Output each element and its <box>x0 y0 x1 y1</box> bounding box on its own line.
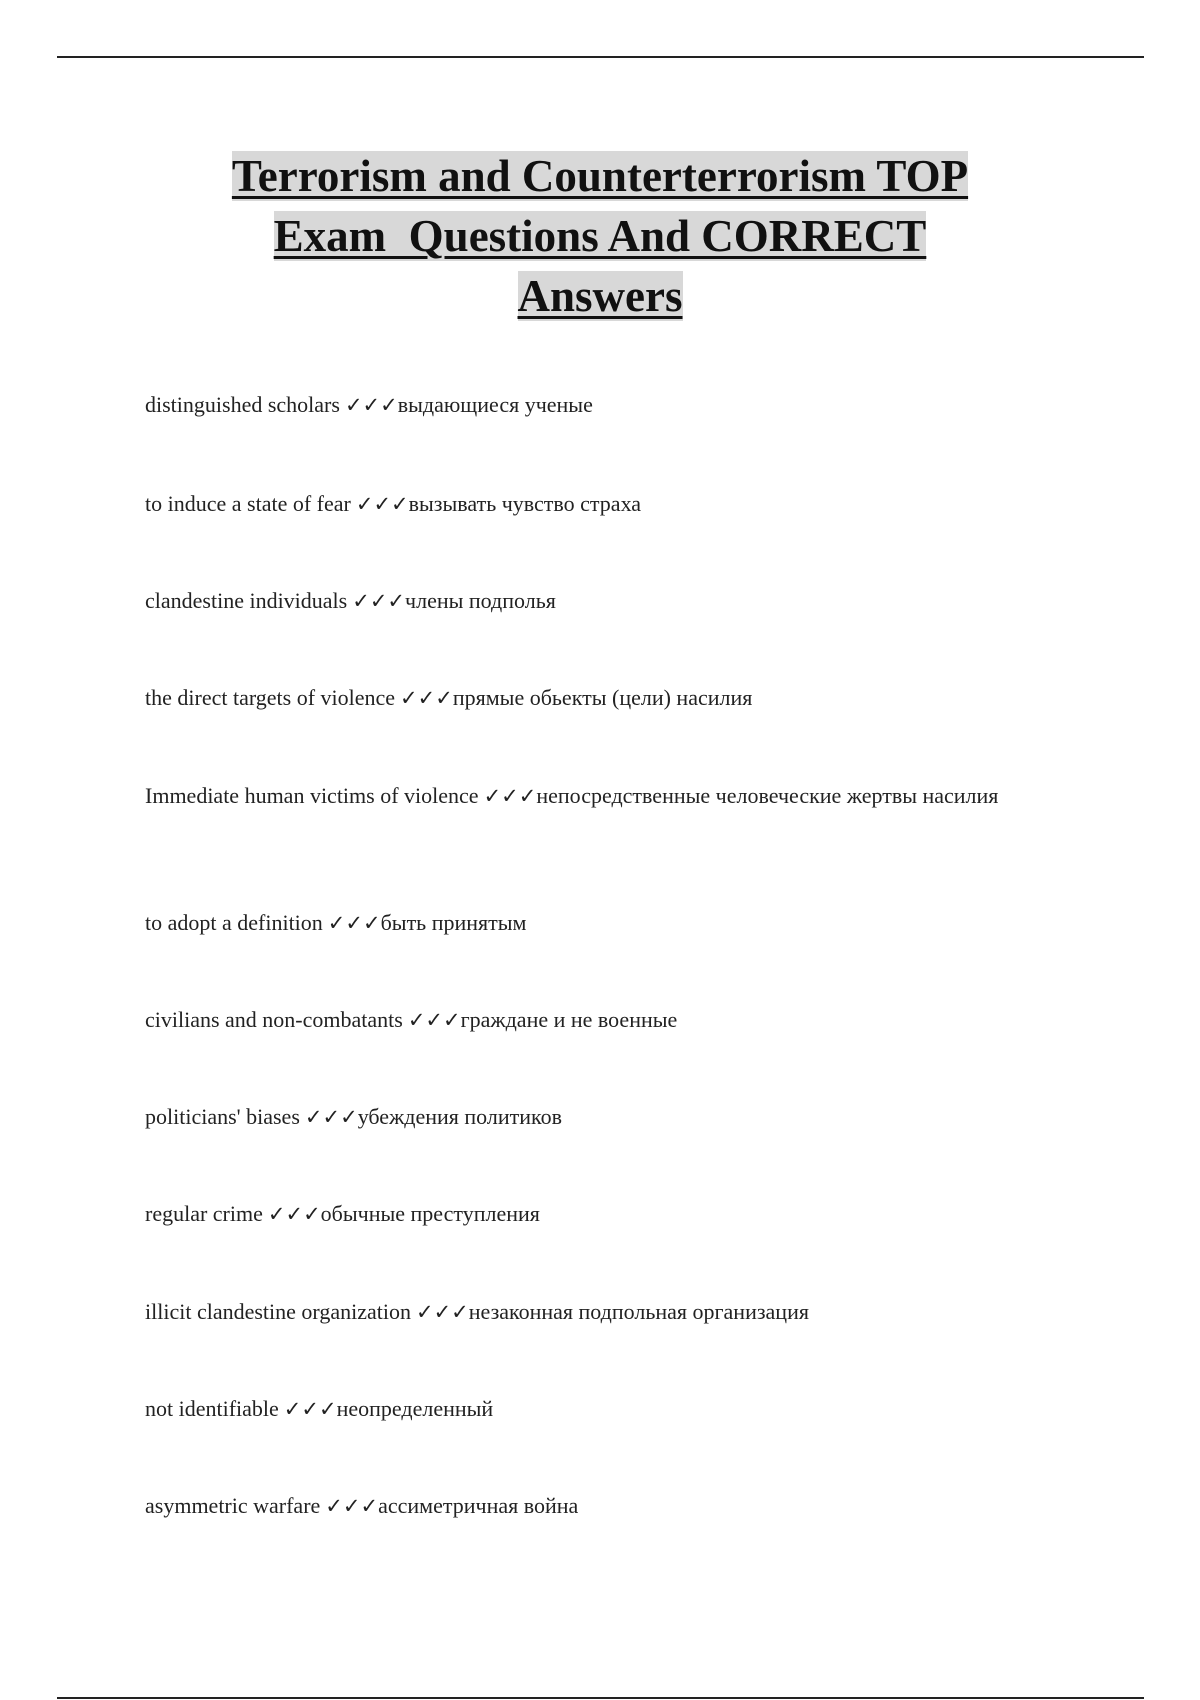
qa-term: politicians' biases <box>145 1104 300 1129</box>
check-icon: ✓✓✓ <box>355 492 409 516</box>
qa-item <box>145 489 1025 519</box>
qa-term: asymmetric warfare <box>145 1493 321 1518</box>
qa-item <box>145 1102 1025 1132</box>
qa-answer: неопределенный <box>336 1396 494 1421</box>
qa-answer: незаконная подпольная организация <box>468 1299 809 1324</box>
qa-item <box>145 1491 1025 1521</box>
qa-answer: прямые обьекты (цели) насилия <box>452 685 753 710</box>
qa-item <box>145 908 1025 938</box>
page-title <box>120 146 1080 326</box>
qa-term: to adopt a definition <box>145 910 323 935</box>
title-line-3: Answers <box>517 271 683 321</box>
bottom-rule <box>57 1697 1144 1699</box>
qa-answer: непосредственные человеческие жертвы насилия <box>536 783 999 808</box>
qa-answer: ассиметричная война <box>378 1493 579 1518</box>
qa-term: regular crime <box>145 1201 263 1226</box>
check-icon: ✓✓✓ <box>304 1105 358 1129</box>
check-icon: ✓✓✓ <box>352 589 406 613</box>
check-icon: ✓✓✓ <box>325 1494 379 1518</box>
check-icon: ✓✓✓ <box>400 686 453 710</box>
qa-term: civilians and non-combatants <box>145 1007 403 1032</box>
qa-item <box>145 1297 1025 1327</box>
qa-item <box>145 1199 1025 1229</box>
qa-answer: вызывать чувство страха <box>408 491 642 516</box>
qa-answer: выдающиеся ученые <box>397 392 593 417</box>
title-line-1: Terrorism and Counterterrorism TOP <box>231 151 969 201</box>
qa-answer: граждане и не военные <box>460 1007 678 1032</box>
qa-item <box>145 390 1025 420</box>
qa-term: distinguished scholars <box>145 392 340 417</box>
check-icon: ✓✓✓ <box>344 393 398 417</box>
qa-answer: обычные преступления <box>320 1201 540 1226</box>
title-line-2: Exam Questions And CORRECT <box>273 211 927 261</box>
qa-term: illicit clandestine organization <box>145 1299 411 1324</box>
check-icon: ✓✓✓ <box>267 1202 321 1226</box>
qa-item <box>145 586 1025 616</box>
qa-answer: быть принятым <box>380 910 527 935</box>
qa-answer: убеждения политиков <box>357 1104 562 1129</box>
top-rule <box>57 56 1144 58</box>
qa-item <box>145 683 1025 713</box>
check-icon: ✓✓✓ <box>415 1300 469 1324</box>
qa-item <box>145 1394 1025 1424</box>
qa-item <box>145 1005 1025 1035</box>
qa-answer: члены подполья <box>405 588 556 613</box>
qa-term: clandestine individuals <box>145 588 348 613</box>
qa-term: to induce a state of fear <box>145 491 351 516</box>
qa-term: Immediate human victims of violence <box>145 783 479 808</box>
check-icon: ✓✓✓ <box>483 784 537 808</box>
check-icon: ✓✓✓ <box>283 1397 337 1421</box>
check-icon: ✓✓✓ <box>407 1008 461 1032</box>
qa-term: the direct targets of violence <box>145 685 396 710</box>
qa-item <box>145 781 1025 811</box>
qa-term: not identifiable <box>145 1396 279 1421</box>
check-icon: ✓✓✓ <box>327 911 381 935</box>
